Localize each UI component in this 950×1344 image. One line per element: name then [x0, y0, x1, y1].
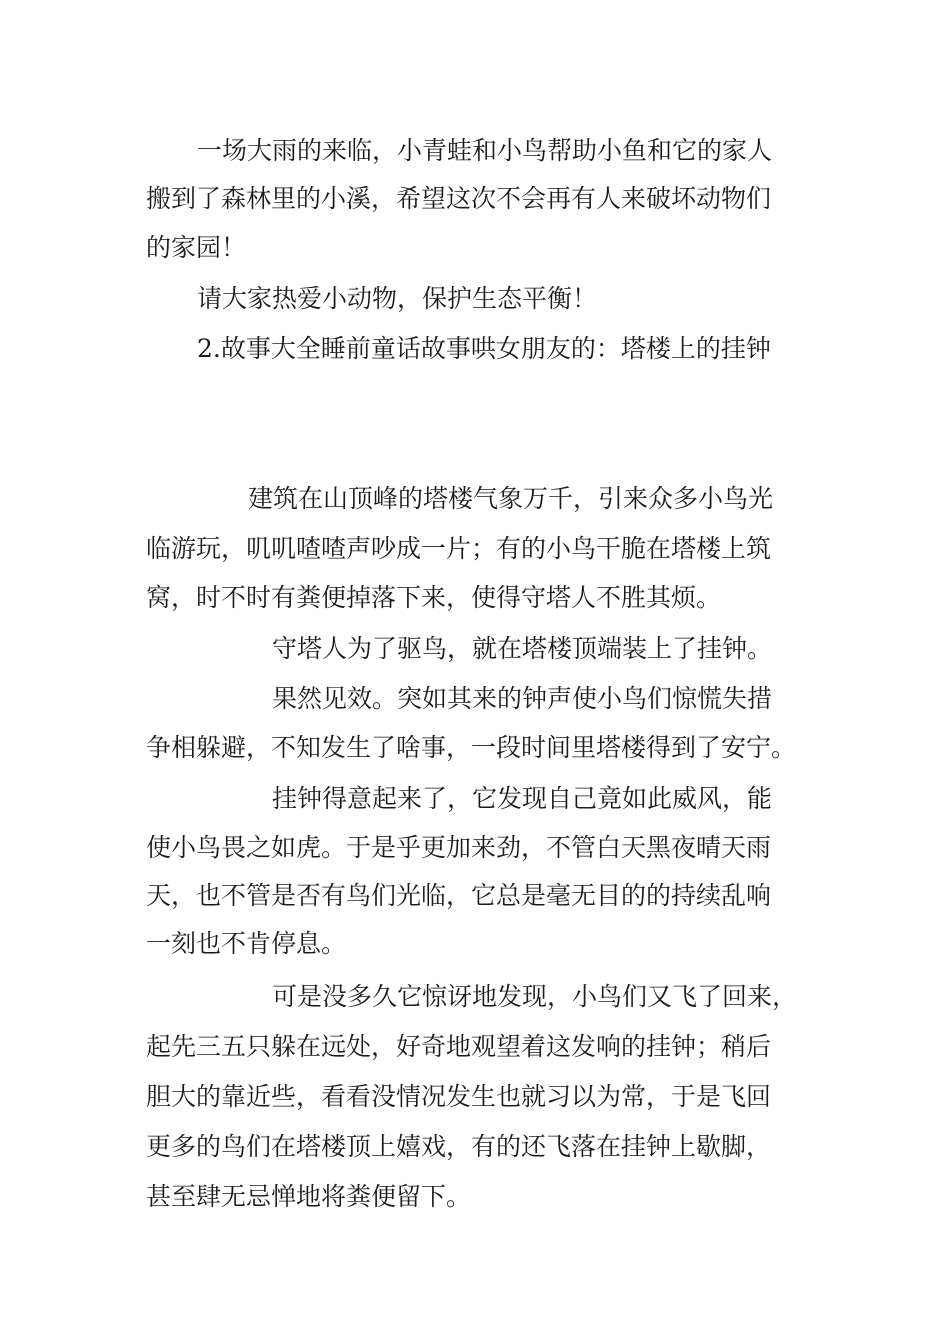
- text-line: 窝，时不时有粪便掉落下来，使得守塔人不胜其烦。: [146, 583, 722, 612]
- text-line: 甚至肆无忌惮地将粪便留下。: [146, 1182, 472, 1211]
- text-line: 请大家热爱小动物，保护生态平衡！: [197, 284, 598, 313]
- text-line: 更多的鸟们在塔楼顶上嬉戏，有的还飞落在挂钟上歇脚，: [146, 1132, 772, 1161]
- text-line: 的家园！: [146, 233, 247, 262]
- text-line: 一刻也不肯停息。: [146, 929, 347, 958]
- text-line: 守塔人为了驱鸟，就在塔楼顶端装上了挂钟。: [272, 634, 773, 663]
- text-line: 可是没多久它惊讶地发现，小鸟们又飞了回来，: [272, 982, 798, 1011]
- text-line: 建筑在山顶峰的塔楼气象万千，引来众多小鸟光: [248, 484, 774, 513]
- text-line: 搬到了森林里的小溪，希望这次不会再有人来破坏动物们: [146, 184, 772, 213]
- text-line: 胆大的靠近些，看看没情况发生也就习以为常，于是飞回: [146, 1082, 772, 1111]
- text-line: 一场大雨的来临，小青蛙和小鸟帮助小鱼和它的家人: [197, 136, 773, 165]
- text-line: 起先三五只躲在远处，好奇地观望着这发响的挂钟；稍后: [146, 1032, 772, 1061]
- text-line: 临游玩，叽叽喳喳声吵成一片；有的小鸟干脆在塔楼上筑: [146, 534, 772, 563]
- text-line: 使小鸟畏之如虎。于是乎更加来劲，不管白天黑夜晴天雨: [146, 833, 772, 862]
- heading-line: 2.故事大全睡前童话故事哄女朋友的：塔楼上的挂钟: [197, 334, 771, 363]
- text-line: 天，也不管是否有鸟们光临，它总是毫无目的的持续乱响: [146, 881, 772, 910]
- text-line: 争相躲避，不知发生了啥事，一段时间里塔楼得到了安宁。: [146, 733, 797, 762]
- text-line: 挂钟得意起来了，它发现自己竟如此威风，能: [272, 784, 773, 813]
- text-line: 果然见效。突如其来的钟声使小鸟们惊慌失措: [272, 684, 773, 713]
